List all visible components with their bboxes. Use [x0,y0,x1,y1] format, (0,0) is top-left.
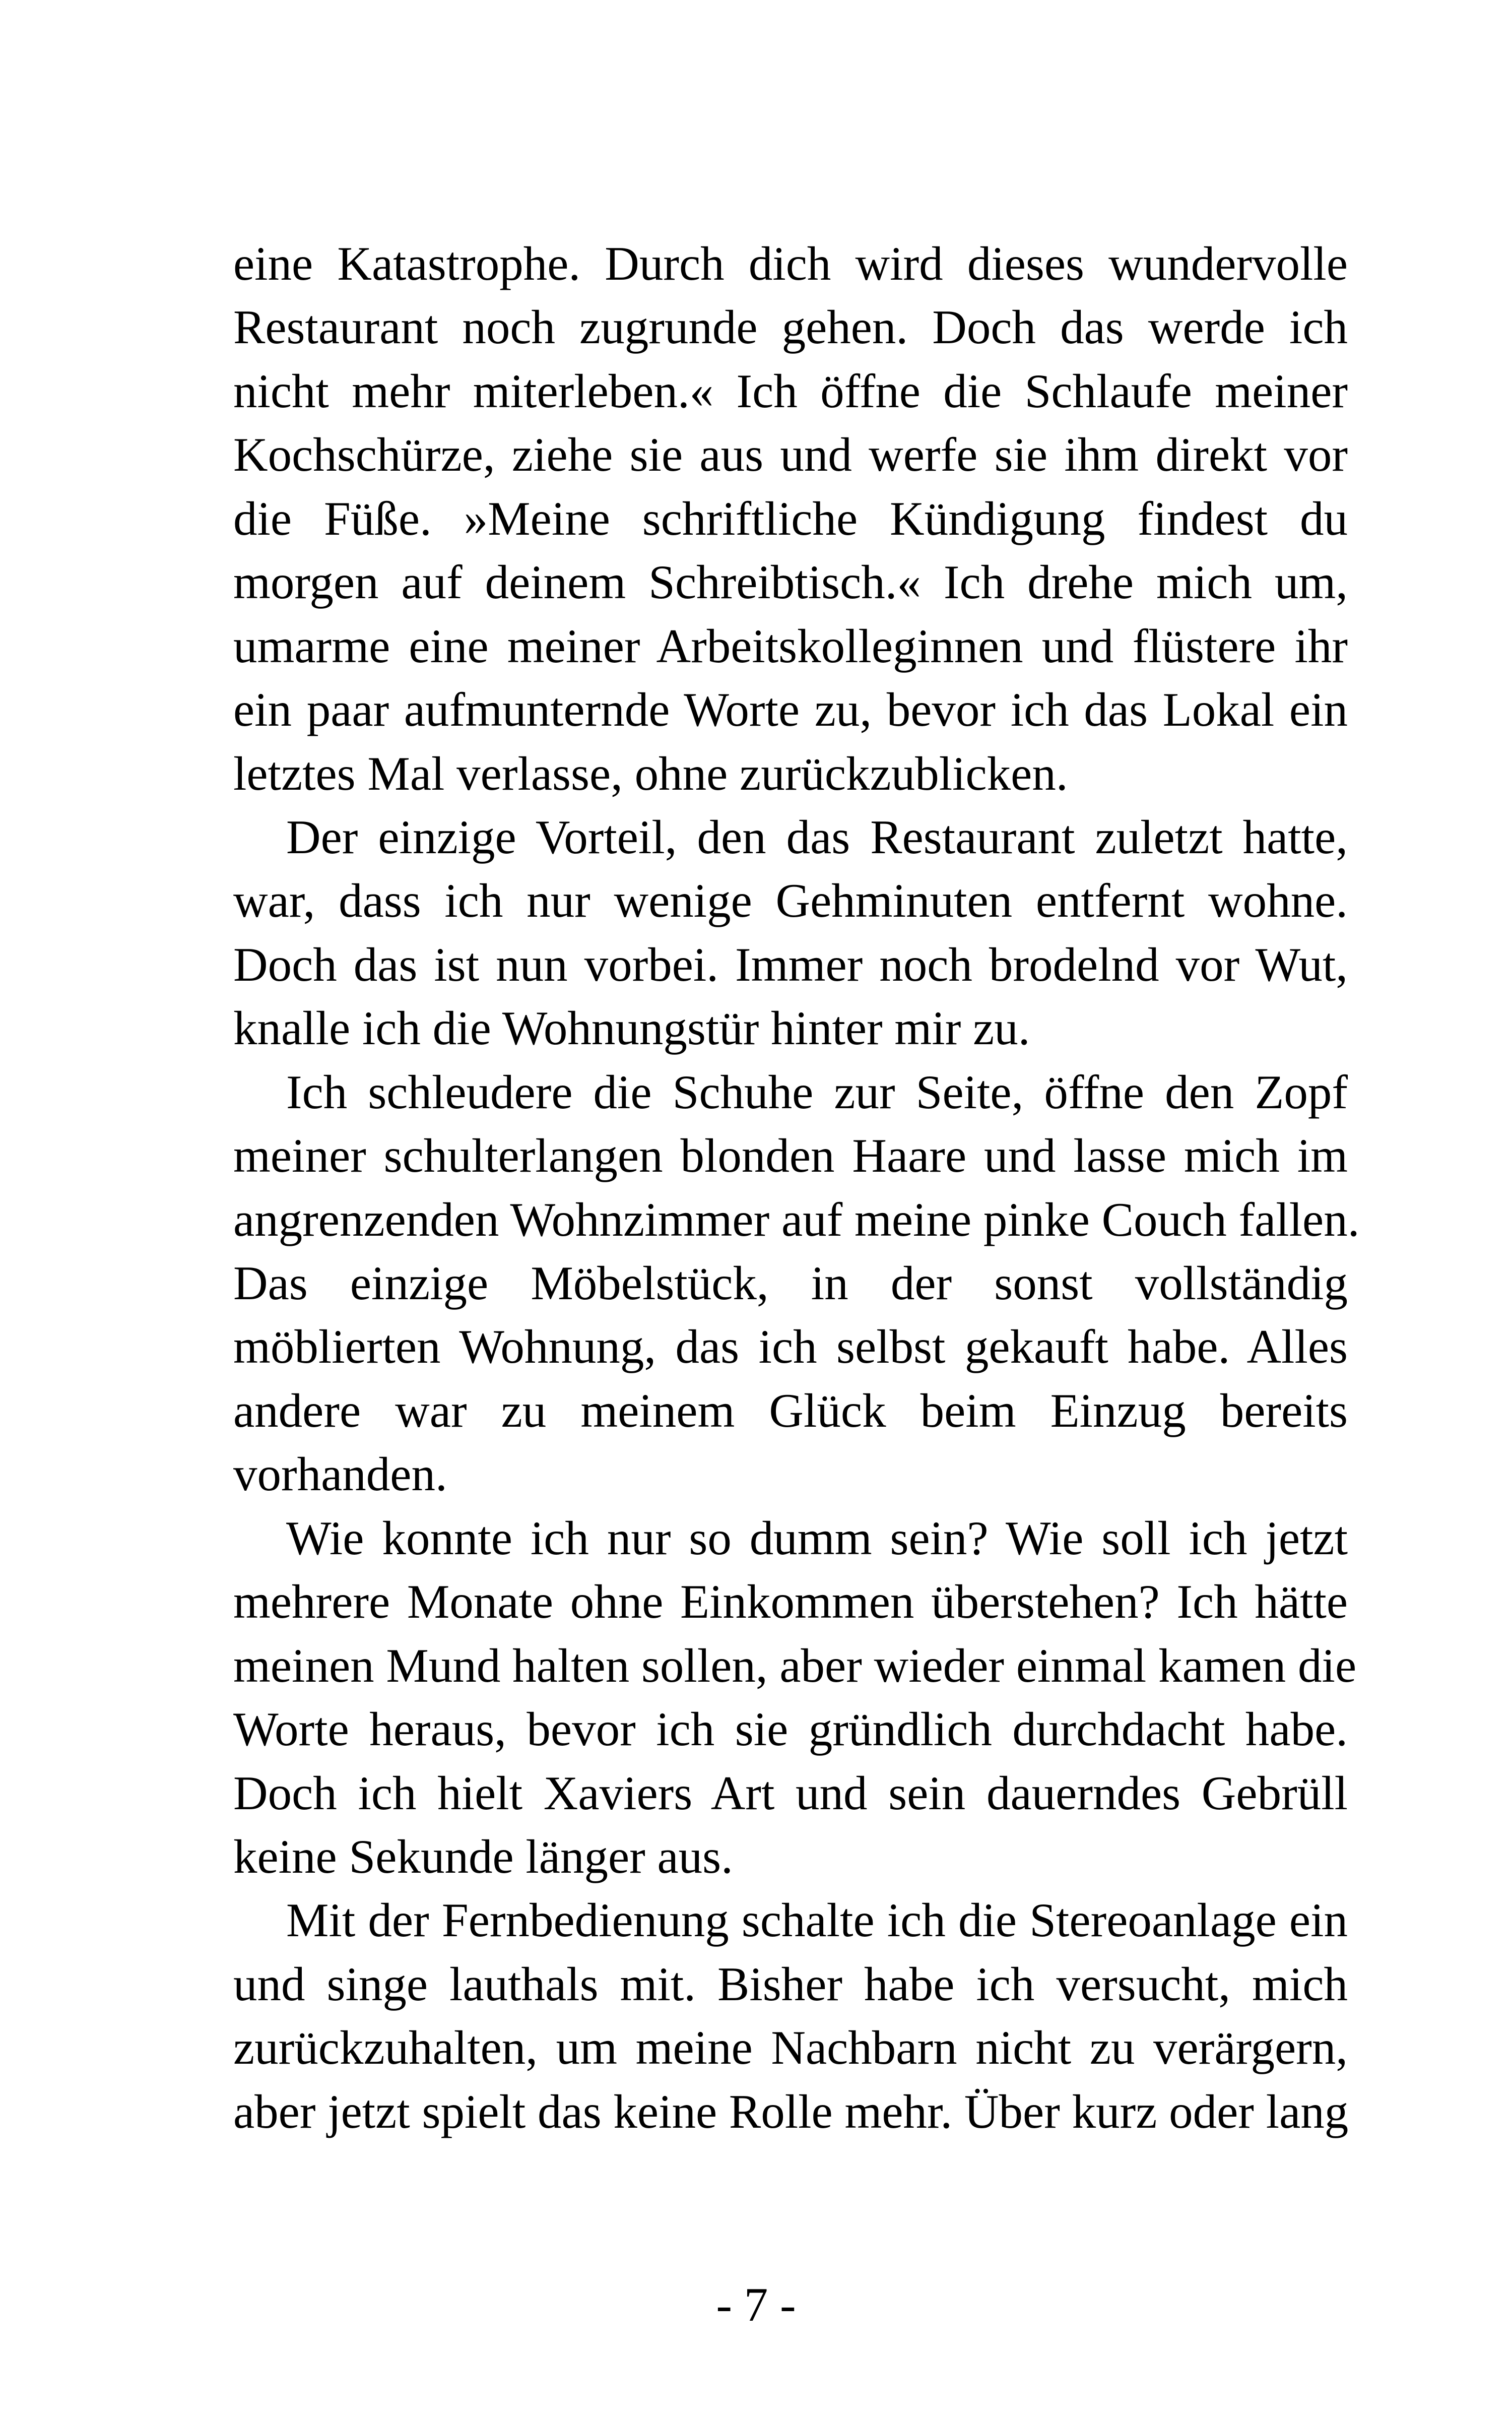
text-line: die Füße. »Meine schriftliche Kündigung findest du [233,491,1348,545]
text-line: Wie konnte ich nur so dumm sein? Wie soll ich jetzt [286,1511,1348,1565]
text-line: mehrere Monate ohne Einkommen überstehen? Ich hätte [233,1575,1348,1629]
text-line: andere war zu meinem Glück beim Einzug bereits [233,1383,1348,1437]
paragraph [233,805,1348,1060]
text-line: umarme eine meiner Arbeitskolleginnen und flüstere ihr [233,619,1348,673]
text-line: meinen Mund halten sollen, aber wieder einmal kamen die [233,1638,1357,1692]
text-line: letztes Mal verlasse, ohne zurückzublicken. [233,746,1068,800]
text-line: Worte heraus, bevor ich sie gründlich durchdacht habe. [233,1702,1348,1756]
paragraph [233,1888,1348,2143]
text-line: zurückzuhalten, um meine Nachbarn nicht zu verärgern, [233,2021,1348,2075]
text-line: Doch das ist nun vorbei. Immer noch brodelnd vor Wut, [233,937,1348,991]
text-line: aber jetzt spielt das keine Rolle mehr. Über kurz oder lang [233,2084,1349,2138]
text-line: meiner schulterlangen blonden Haare und lasse mich im [233,1129,1348,1183]
text-line: Ich schleudere die Schuhe zur Seite, öffne den Zopf [286,1065,1348,1119]
text-line: vorhanden. [233,1447,447,1501]
paragraph [233,1506,1357,1889]
text-line: Der einzige Vorteil, den das Restaurant zuletzt hatte, [286,810,1348,864]
page-number: - 7 - [716,2278,796,2331]
text-line: möblierten Wohnung, das ich selbst gekauft habe. Alles [233,1320,1348,1374]
paragraph [233,232,1348,805]
body-text [233,232,1360,2143]
text-line: Das einzige Möbelstück, in der sonst vollständig [233,1256,1348,1310]
text-line: Mit der Fernbedienung schalte ich die Stereoanlage ein [286,1893,1348,1947]
text-line: und singe lauthals mit. Bisher habe ich versucht, mich [233,1957,1348,2011]
text-line: morgen auf deinem Schreibtisch.« Ich drehe mich um, [233,555,1348,609]
text-line: nicht mehr miterleben.« Ich öffne die Schlaufe meiner [233,364,1348,418]
text-line: Kochschürze, ziehe sie aus und werfe sie ihm direkt vor [233,428,1348,482]
text-line: Doch ich hielt Xaviers Art und sein dauerndes Gebrüll [233,1766,1348,1820]
text-line: eine Katastrophe. Durch dich wird dieses wundervolle [233,237,1348,290]
text-line: angrenzenden Wohnzimmer auf meine pinke Couch fallen. [233,1192,1360,1246]
text-line: ein paar aufmunternde Worte zu, bevor ich das Lokal ein [233,683,1348,737]
text-line: war, dass ich nur wenige Gehminuten entfernt wohne. [233,874,1348,928]
text-line: knalle ich die Wohnungstür hinter mir zu. [233,1001,1030,1055]
text-line: Restaurant noch zugrunde gehen. Doch das werde ich [233,300,1348,354]
paragraph [233,1060,1360,1506]
text-line: keine Sekunde länger aus. [233,1829,733,1883]
